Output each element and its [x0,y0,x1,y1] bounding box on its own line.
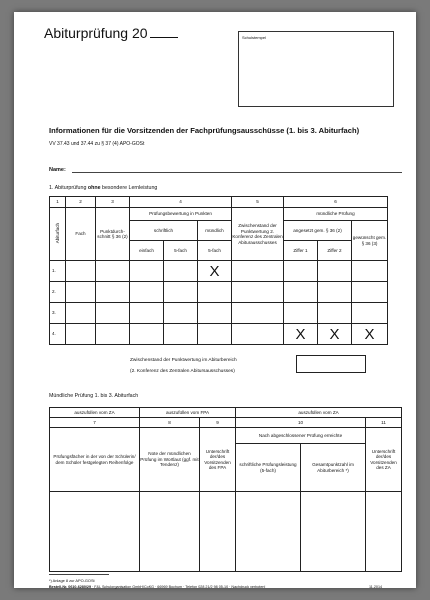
table-cell[interactable] [130,324,164,345]
unterschrift-fpa-header: Unterschrift der/des Vorsitzenden des FPA [200,428,236,492]
col-num: 5 [232,197,284,208]
za2-header: auszufüllen vom ZA [236,408,402,418]
abiturfach-header: Abiturfach [50,208,66,261]
cross-mark: X [209,262,220,280]
muendliche-pruefung-header: mündliche Prüfung [284,208,388,221]
row-number: 3. [50,303,66,324]
table-row [50,282,388,303]
zwischenstand-sublabel: (2. Konferenz des Zentralen Abitursausschusses) [130,369,235,374]
table-cell[interactable] [236,492,301,572]
col-num: 10 [236,418,366,428]
footnote-divider [49,574,109,575]
note-header: Note der mündlichen Prüfung im Wortlaut (ggf. mit Tendenz) [140,428,200,492]
table-cell[interactable] [130,261,164,282]
table-cell[interactable] [284,303,318,324]
order-info: Bestell-Nr. 0610-6280/29 · F&L Schulorganisation GmbH/CoKG · 66969 Bochum · Telefon 028 21/2 98 05-10 · Nachdruck verboten! [49,585,266,589]
cross-mark: X [364,325,375,343]
table-cell[interactable] [366,492,402,572]
fach-header: Fach [66,208,96,261]
col-num: 11 [366,418,402,428]
form-title: Abiturprüfung 20 [44,25,178,41]
row-number: 1. [50,261,66,282]
crossed-cell [352,324,388,345]
table-cell[interactable] [164,324,198,345]
exam-table [49,196,388,345]
fuenffach-m-header: 5-fach [198,241,232,261]
table-cell[interactable] [130,303,164,324]
pruefungsbewertung-header: Prüfungsbewertung in Punkten [130,208,232,221]
gewuenscht-header: gewünscht gem. § 36 (3) [352,221,388,261]
table-cell[interactable] [232,303,284,324]
nach-abgeschlossener-header: Nach abgeschlossener Prüfung erreichte [236,428,366,444]
crossed-cell [198,261,232,282]
table-cell[interactable] [130,282,164,303]
zwischenstand-header: Zwischenstand der Punktwertung 2. Konferenz des Zentralen Abiturausschusses [232,208,284,261]
col-num: 3 [96,197,130,208]
za-header: auszufüllen vom ZA [50,408,140,418]
gesamtpunktzahl-header: Gesamtpunktzahl im Abiturbereich *) [301,444,366,492]
table-cell[interactable] [96,261,130,282]
table-cell[interactable] [352,282,388,303]
col-num: 9 [200,418,236,428]
table-cell[interactable] [318,261,352,282]
muendlich-header: mündlich [198,221,232,241]
form-subheading: VV 37.43 und 37.44 zu § 37 (4) APO-GOSt [49,141,145,147]
form-heading: Informationen für die Vorsitzenden der Fachprüfungsausschüsse (1. bis 3. Abiturfach) [49,126,360,135]
table-cell[interactable] [198,303,232,324]
table-cell[interactable] [318,303,352,324]
table-cell[interactable] [284,282,318,303]
table-cell[interactable] [96,324,130,345]
fuenffach-header: 5-fach [164,241,198,261]
table-cell[interactable] [164,261,198,282]
row-number: 4. [50,324,66,345]
table-cell[interactable] [232,324,284,345]
table-cell[interactable] [232,261,284,282]
crossed-cell [318,324,352,345]
table-cell[interactable] [50,492,140,572]
year-blank[interactable] [150,27,178,38]
table-cell[interactable] [318,282,352,303]
col-num: 2 [66,197,96,208]
table-cell[interactable] [164,303,198,324]
table-cell[interactable] [66,282,96,303]
table-row [50,324,388,345]
table-cell[interactable] [96,282,130,303]
col-num: 1 [50,197,66,208]
table-row [50,492,402,572]
ziffer1-header: Ziffer 1 [284,241,318,261]
table-cell[interactable] [284,261,318,282]
table-cell[interactable] [198,324,232,345]
crossed-cell [284,324,318,345]
section2-title: Mündliche Prüfung 1. bis 3. Abiturfach [49,393,139,399]
col-num: 7 [50,418,140,428]
einfach-header: einfach [130,241,164,261]
table-cell[interactable] [232,282,284,303]
col-num: 6 [284,197,388,208]
footnote: *) Anlage 8 zur APO-GOSt [49,578,95,583]
fpa-header: auszufüllen vom FPA [140,408,236,418]
zwischenstand-label: Zwischenstand der Punktwertung im Abiturbereich [130,358,237,363]
table-cell[interactable] [352,303,388,324]
section1-title: 1. Abiturprüfung ohne besondere Lernleistung [49,185,158,191]
table-cell[interactable] [66,324,96,345]
form-sheet [14,12,416,588]
punktdurchschnitt-header: Punktdurch-schnitt § 36 (2) [96,208,130,261]
table-cell[interactable] [140,492,200,572]
row-number: 2. [50,282,66,303]
name-field[interactable] [72,172,402,173]
name-label: Name: [49,167,66,173]
table-cell[interactable] [164,282,198,303]
table-cell[interactable] [96,303,130,324]
oral-exam-table [49,407,402,572]
table-cell[interactable] [200,492,236,572]
col-num: 4 [130,197,232,208]
faecher-header: Prüfungsfächer in der von der Schülerin/ dem Schüler festgelegten Reihenfolge [50,428,140,492]
angesetzt-header: angesetzt gem. § 36 (2) [284,221,352,241]
school-stamp-box[interactable] [238,31,394,107]
table-cell[interactable] [198,282,232,303]
table-cell[interactable] [352,261,388,282]
schriftliche-header: schriftliche Prüfungsleistung (5-fach) [236,444,301,492]
table-cell[interactable] [66,303,96,324]
table-cell[interactable] [301,492,366,572]
table-row [50,303,388,324]
col-num: 8 [140,418,200,428]
unterschrift-za-header: Unterschrift der/des Vorsitzenden des ZA [366,428,402,492]
table-row [50,261,388,282]
zwischenstand-box[interactable] [296,355,366,373]
form-date: 11.2014 [369,585,383,589]
cross-mark: X [329,325,340,343]
ziffer2-header: Ziffer 2 [318,241,352,261]
cross-mark: X [295,325,306,343]
schriftlich-header: schriftlich [130,221,198,241]
stamp-label: Schulstempel [242,35,267,40]
table-cell[interactable] [66,261,96,282]
